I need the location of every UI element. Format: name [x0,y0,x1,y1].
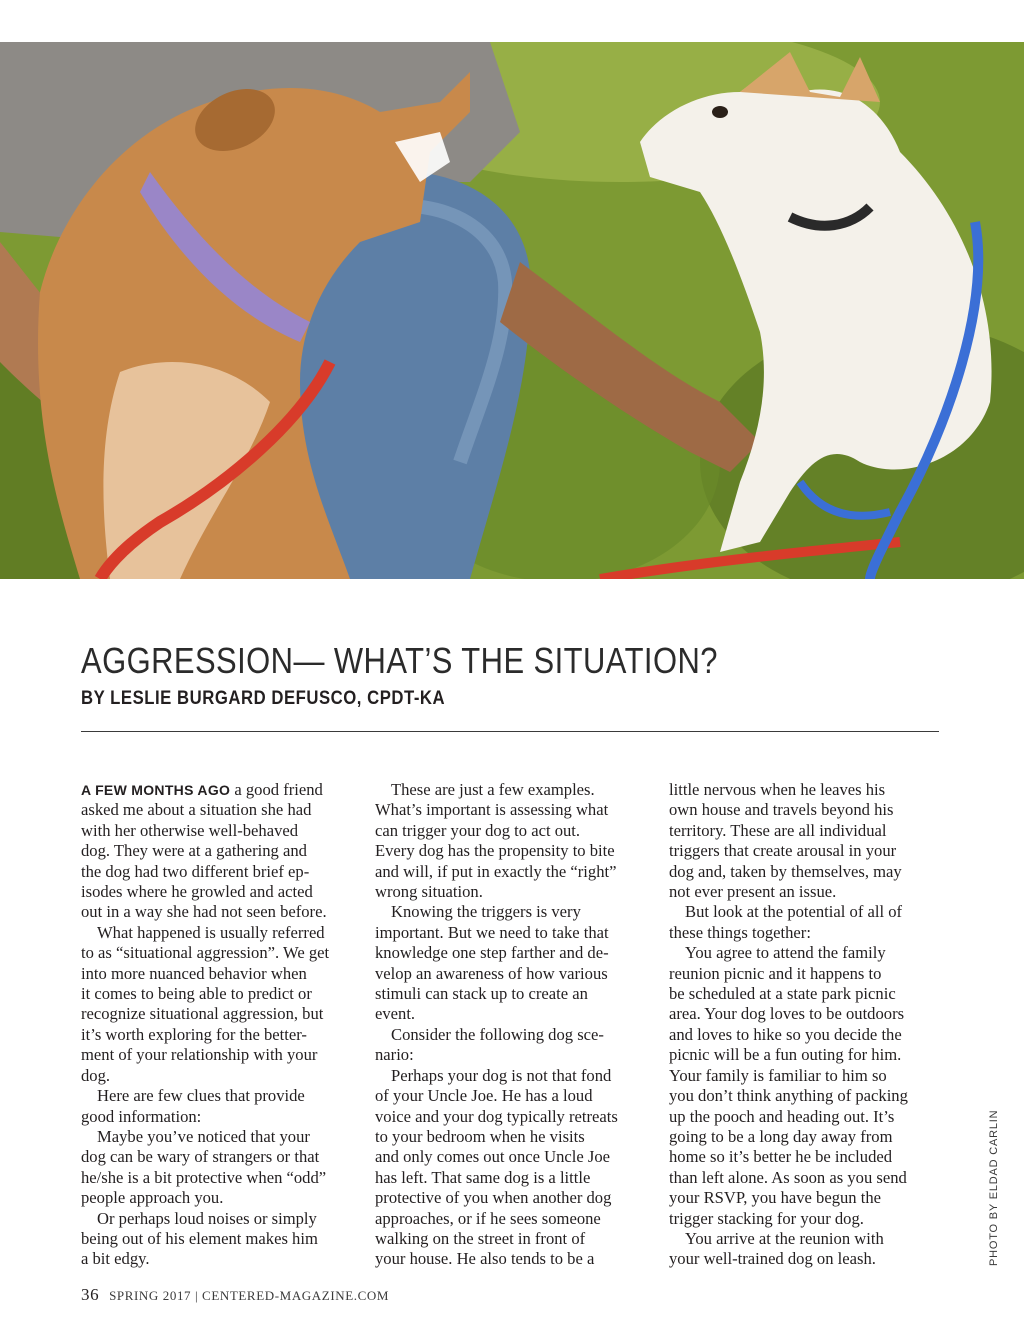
line: dog can be wary of strangers or that [81,1147,320,1167]
line: recognize situational aggression, but [81,1004,324,1024]
paragraph [81,923,363,1086]
line: and will, if put in exactly the “right” [375,861,617,881]
line: Every dog has the propensity to bite [375,841,615,861]
line: can trigger your dog to act out. [375,820,581,840]
line: into more nuanced behavior when [81,963,307,983]
paragraph [669,943,951,1229]
dogs-greeting-photo [0,42,1024,579]
line: asked me about a situation she had [81,800,312,820]
line: area. Your dog loves to be outdoors [669,1004,905,1024]
line: he/she is a bit protective when “odd” [81,1167,327,1187]
line: approaches, or if he sees someone [375,1208,601,1228]
line: These are just a few examples. [391,780,595,799]
article-column-3 [669,780,951,1270]
paragraph [375,902,657,1024]
line: it comes to being able to predict or [81,984,312,1004]
article-title: AGGRESSION— WHAT’S THE SITUATION? [81,640,718,681]
page-footer [81,1285,389,1305]
line: than left alone. As soon as you send [669,1167,907,1187]
line: But look at the potential of all of [685,902,903,922]
line: it’s worth exploring for the better- [81,1024,307,1044]
line: with her otherwise well-behaved [81,820,299,840]
line: Knowing the triggers is very [391,902,581,922]
lead-in: A FEW MONTHS AGO [81,782,231,798]
paragraph [375,780,657,902]
line: to your bedroom when he visits [375,1126,585,1146]
line: Your family is familiar to him so [669,1065,887,1085]
line: of your Uncle Joe. He has a loud [375,1086,593,1106]
line: little nervous when he leaves his [669,780,886,799]
line: walking on the street in front of [375,1228,586,1248]
line: not ever present an issue. [669,882,837,902]
line: out in a way she had not seen before. [81,902,327,922]
paragraph [375,1025,657,1066]
page-number: 36 [81,1285,100,1304]
line: You arrive at the reunion with [685,1228,884,1248]
line: being out of his element makes him [81,1228,318,1248]
issue-info: SPRING 2017 | CENTERED-MAGAZINE.COM [109,1288,390,1303]
line: has left. That same dog is a little [375,1167,591,1187]
line: important. But we need to take that [375,922,609,942]
paragraph [669,780,951,902]
line: event. [375,1004,416,1024]
line: voice and your dog typically retreats [375,1106,618,1126]
line: Here are few clues that provide [97,1086,305,1106]
line: your RSVP, you have begun the [669,1188,882,1208]
line: Or perhaps loud noises or simply [97,1208,317,1228]
line: A FEW MONTHS AGO a good friend [81,780,323,799]
line: nario: [375,1045,414,1065]
line: good information: [81,1106,202,1126]
paragraph [81,1086,363,1127]
line: going to be a long day away from [669,1126,893,1146]
line: wrong situation. [375,882,483,902]
line: What happened is usually referred [97,922,325,942]
line: people approach you. [81,1188,224,1208]
line: trigger stacking for your dog. [669,1208,864,1228]
paragraph [375,1066,657,1270]
paragraph [81,780,363,923]
hero-photo [0,42,1024,579]
line: your house. He also tends to be a [375,1249,595,1269]
line: Perhaps your dog is not that fond [391,1065,612,1085]
line: You agree to attend the family [685,943,886,963]
line: protective of you when another dog [375,1188,612,1208]
line: triggers that create arousal in your [669,841,897,861]
paragraph [669,902,951,943]
line: ment of your relationship with your [81,1045,318,1065]
line: a bit edgy. [81,1249,150,1269]
line: home so it’s better he be included [669,1147,893,1167]
paragraph [81,1127,363,1209]
line: to as “situational aggression”. We get [81,943,330,963]
line: dog and, taken by themselves, may [669,861,902,881]
line: you don’t think anything of packing [669,1086,908,1106]
line: these things together: [669,922,811,942]
line: territory. These are all individual [669,820,887,840]
line: dog. [81,1065,111,1085]
line: and only comes out once Uncle Joe [375,1147,611,1167]
line: velop an awareness of how various [375,963,608,983]
paragraph [669,1229,951,1270]
paragraph [81,1209,363,1270]
line: stimuli can stack up to create an [375,984,588,1004]
line: What’s important is assessing what [375,800,609,820]
line: dog. They were at a gathering and [81,841,307,861]
line: knowledge one step farther and de- [375,943,609,963]
line: up the pooch and heading out. It’s [669,1106,895,1126]
line: and loves to hike so you decide the [669,1024,902,1044]
line: Maybe you’ve noticed that your [97,1126,310,1146]
line: reunion picnic and it happens to [669,963,882,983]
article-byline: BY LESLIE BURGARD DEFUSCO, CPDT-KA [81,688,446,709]
line: picnic will be a fun outing for him. [669,1045,902,1065]
line: own house and travels beyond his [669,800,894,820]
line: the dog had two different brief ep- [81,861,310,881]
photo-credit: PHOTO BY ELDAD CARLIN [988,1109,1000,1266]
title-divider [81,731,939,732]
line: be scheduled at a state park picnic [669,984,896,1004]
article-column-1 [81,780,363,1270]
line: your well-trained dog on leash. [669,1249,876,1269]
line: isodes where he growled and acted [81,882,313,902]
line: Consider the following dog sce- [391,1024,604,1044]
article-column-2 [375,780,657,1270]
